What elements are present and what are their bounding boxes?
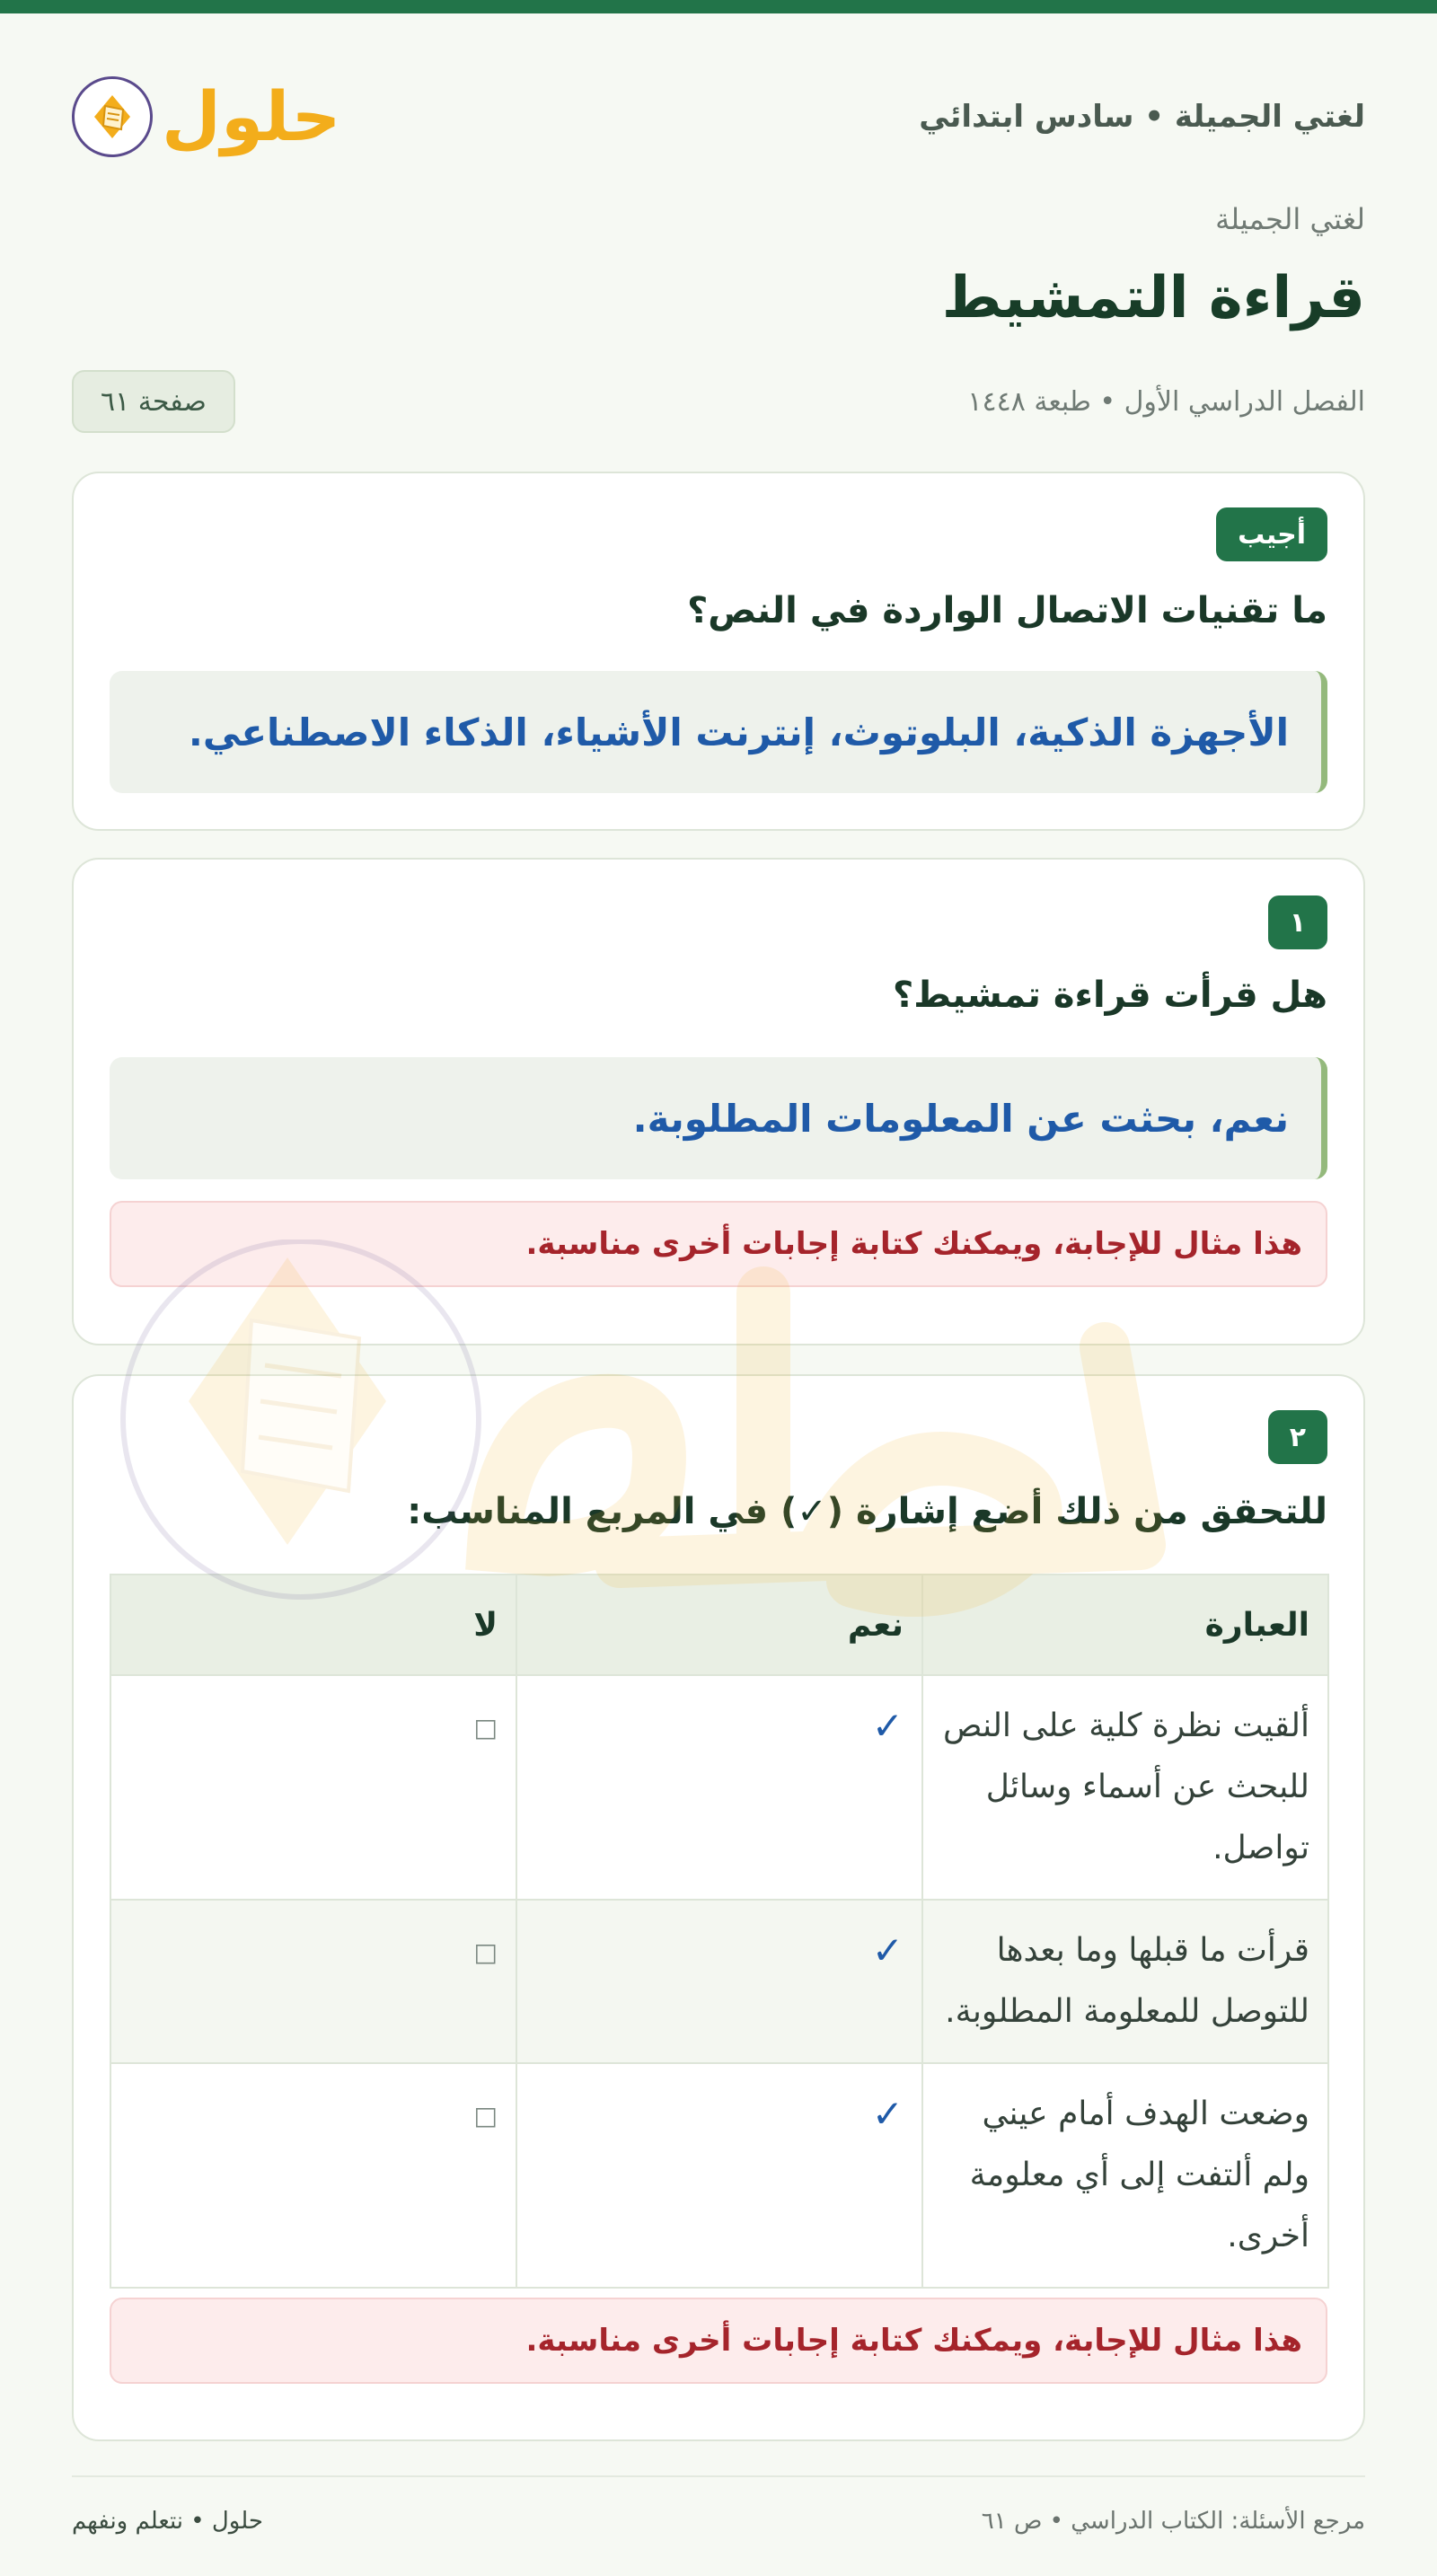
check-mark-icon: ✓ [871, 1704, 904, 1748]
page-header [72, 67, 1365, 166]
table-row [110, 1900, 1328, 2063]
footer-reference: مرجع الأسئلة: الكتاب الدراسي • ص ٦١ [981, 2508, 1365, 2535]
example-note: هذا مثال للإجابة، ويمكنك كتابة إجابات أخرى مناسبة. [110, 2298, 1327, 2384]
yes-cell[interactable] [516, 2063, 922, 2288]
empty-box-icon: □ [473, 1937, 498, 1967]
table-row [110, 1675, 1328, 1900]
meta-row [72, 368, 1365, 435]
no-cell[interactable] [110, 2063, 516, 2288]
subject-title: لغتي الجميلة • سادس ابتدائي [919, 99, 1365, 135]
question-text: ما تقنيات الاتصال الواردة في النص؟ [687, 590, 1327, 631]
check-mark-icon: ✓ [871, 1928, 904, 1972]
question-card-2 [72, 1374, 1365, 2441]
page-number-badge: صفحة ٦١ [72, 370, 235, 433]
answer-box: الأجهزة الذكية، البلوتوث، إنترنت الأشياء، الذكاء الاصطناعي. [110, 671, 1327, 793]
column-header-no: لا [110, 1575, 516, 1675]
book-icon [72, 76, 153, 157]
yes-cell[interactable] [516, 1675, 922, 1900]
empty-box-icon: □ [473, 1713, 498, 1742]
answer-card-intro [72, 472, 1365, 831]
statement-cell: وضعت الهدف أمام عيني ولم ألتفت إلى أي معلومة أخرى. [922, 2063, 1328, 2288]
no-cell[interactable] [110, 1900, 516, 2063]
table-row [110, 2063, 1328, 2288]
yes-cell[interactable] [516, 1900, 922, 2063]
question-badge: ١ [1268, 895, 1327, 949]
question-badge: ٢ [1268, 1410, 1327, 1464]
example-note: هذا مثال للإجابة، ويمكنك كتابة إجابات أخرى مناسبة. [110, 1201, 1327, 1287]
semester-edition: الفصل الدراسي الأول • طبعة ١٤٤٨ [967, 385, 1365, 418]
answer-box: نعم، بحثت عن المعلومات المطلوبة. [110, 1057, 1327, 1179]
footer-brand: حلول • نتعلم ونفهم [72, 2508, 263, 2535]
page-kicker: لغتي الجميلة [1215, 202, 1365, 236]
top-accent-strip [0, 0, 1437, 13]
question-text: للتحقق من ذلك أضع إشارة (✓) في المربع المناسب: [407, 1491, 1327, 1532]
footer-divider [72, 2475, 1365, 2477]
checklist-table [110, 1574, 1329, 2289]
statement-cell: ألقيت نظرة كلية على النص للبحث عن أسماء وسائل تواصل. [922, 1675, 1328, 1900]
question-badge: أجيب [1216, 507, 1327, 561]
no-cell[interactable] [110, 1675, 516, 1900]
page-footer [72, 2499, 1365, 2544]
check-mark-icon: ✓ [871, 2092, 904, 2136]
site-logo[interactable] [72, 76, 340, 157]
column-header-statement: العبارة [922, 1575, 1328, 1675]
question-text: هل قرأت قراءة تمشيط؟ [893, 975, 1327, 1016]
question-card-1 [72, 858, 1365, 1345]
column-header-yes: نعم [516, 1575, 922, 1675]
logo-wordmark: حلول [162, 76, 341, 156]
empty-box-icon: □ [473, 2101, 498, 2130]
statement-cell: قرأت ما قبلها وما بعدها للتوصل للمعلومة المطلوبة. [922, 1900, 1328, 2063]
page-title: قراءة التمشيط [941, 265, 1365, 331]
table-header-row [110, 1575, 1328, 1675]
